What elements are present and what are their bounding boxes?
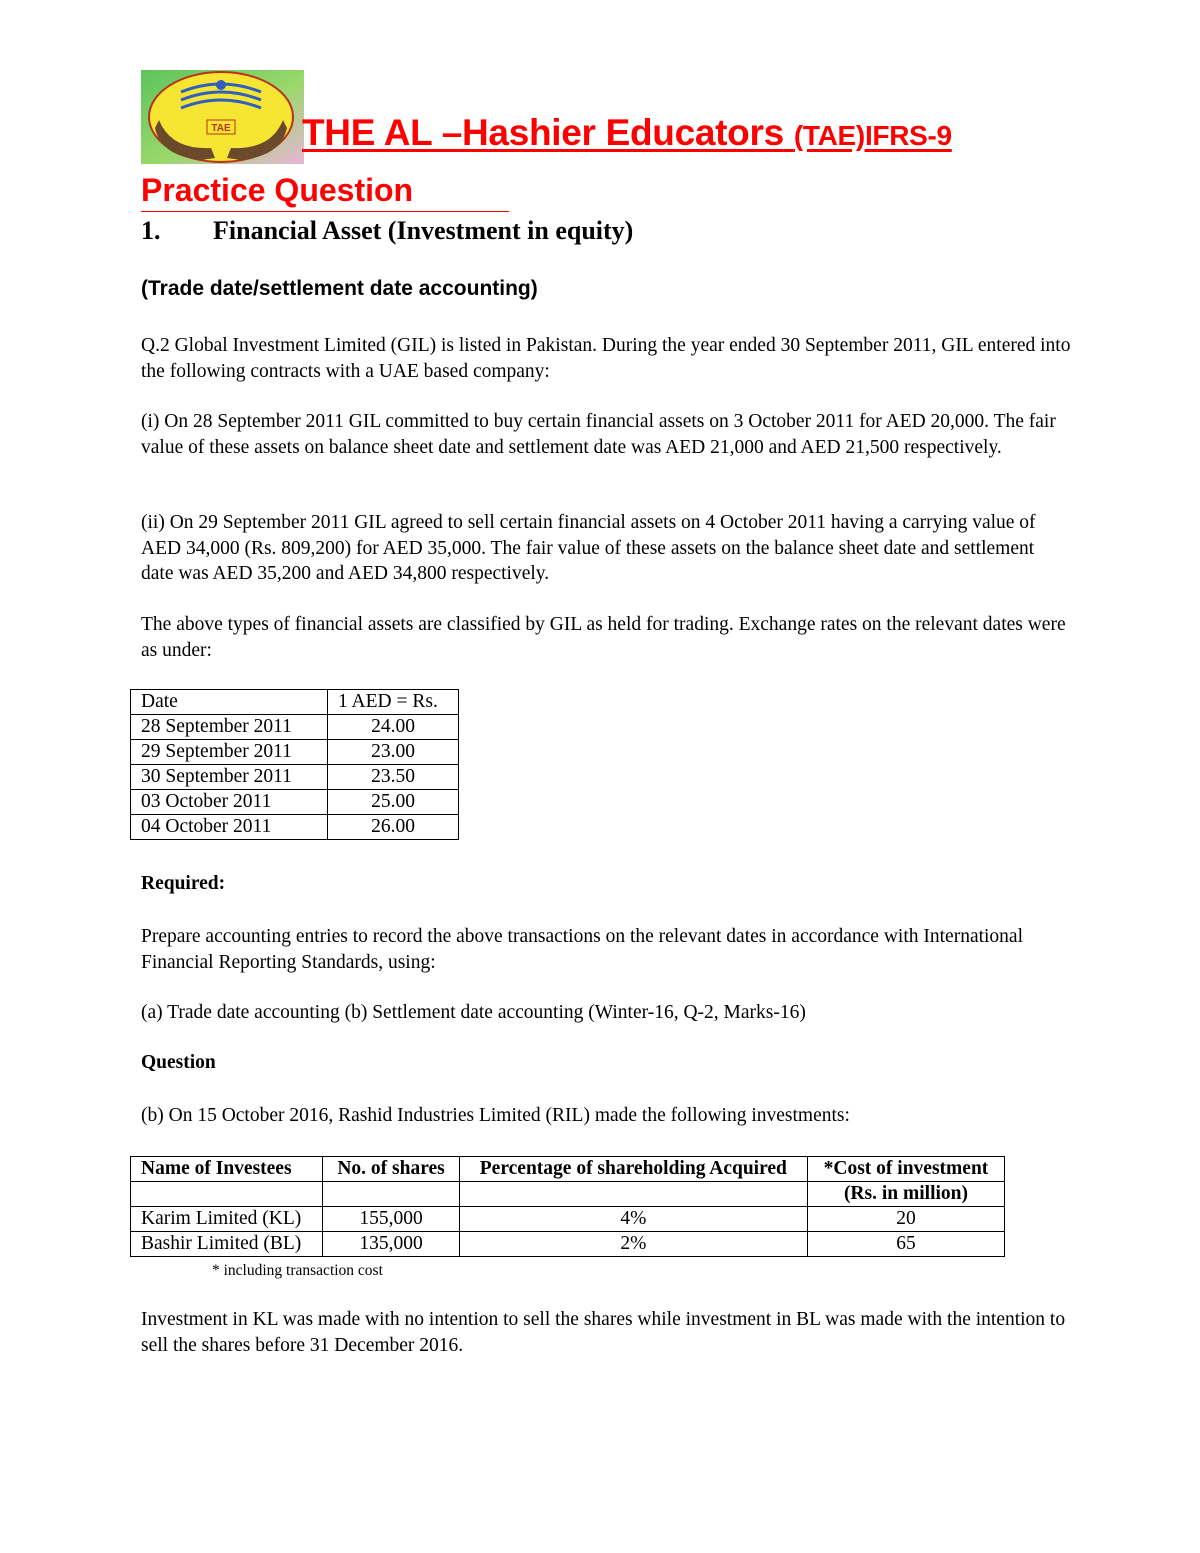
question-part-i: (i) On 28 September 2011 GIL committed to buy certain financial assets on 3 October 2011 for AED 20,000. The fair value of these assets on balance sheet date and settlement date was AED 21,000 and AED 21,500 respectively. [141,411,1056,458]
table-header-cell [131,1182,323,1207]
required-label: Required: [141,873,226,894]
exchange-rates-table [130,689,459,840]
table-header-cell: Name of Investees [131,1157,323,1182]
title-ifrs: IFRS-9 [864,120,952,151]
table-cell: 23.00 [328,740,459,765]
table-row [131,740,459,765]
logo-graphic [141,70,304,164]
table-cell: 25.00 [328,790,459,815]
table-row [131,790,459,815]
title-main: THE AL –Hashier Educators [302,112,784,153]
section-heading [141,216,633,246]
table-subheader-cell: (Rs. in million) [807,1182,1004,1207]
table-header-cell: *Cost of investment [807,1157,1004,1182]
question-b-intro: (b) On 15 October 2016, Rashid Industries Limited (RIL) made the following investments: [141,1105,850,1126]
table-cell: 24.00 [328,715,459,740]
table-cell: Karim Limited (KL) [131,1207,323,1232]
table-row [131,1232,1005,1257]
table-row [131,690,459,715]
table-cell: 26.00 [328,815,459,840]
table-cell: 65 [807,1232,1004,1257]
table-cell: 30 September 2011 [131,765,328,790]
table-cell: 4% [459,1207,807,1232]
table-cell: 135,000 [323,1232,459,1257]
question-b-label: Question [141,1052,216,1073]
section-number: 1. [141,216,161,245]
document-title [302,112,952,154]
table-row [131,1182,1005,1207]
question-intro: Q.2 Global Investment Limited (GIL) is listed in Pakistan. During the year ended 30 September 2011, GIL entered into the following contracts with a UAE based company: [141,335,1071,382]
table-cell: Bashir Limited (BL) [131,1232,323,1257]
table-row [131,715,459,740]
section-subheading: (Trade date/settlement date accounting) [141,277,538,300]
tae-logo [141,70,304,164]
table-footnote: * including transaction cost [212,1262,383,1279]
table-cell: 155,000 [323,1207,459,1232]
logo-text: TAE [211,123,231,134]
table-cell: 04 October 2011 [131,815,328,840]
table-header-cell: 1 AED = Rs. [328,690,459,715]
table-cell: 03 October 2011 [131,790,328,815]
classification-text: The above types of financial assets are classified by GIL as held for trading. Exchange rates on the relevant dates were as under: [141,614,1066,661]
page-subtitle: Practice Question [141,172,509,212]
table-header-cell: No. of shares [323,1157,459,1182]
required-text: Prepare accounting entries to record the above transactions on the relevant dates in accordance with International Financial Reporting Standards, using: [141,926,1024,973]
table-cell: 29 September 2011 [131,740,328,765]
required-parts: (a) Trade date accounting (b) Settlement date accounting (Winter-16, Q-2, Marks-16) [141,1002,806,1023]
investments-table [130,1156,1005,1257]
table-cell: 2% [459,1232,807,1257]
table-cell: 20 [807,1207,1004,1232]
table-row [131,765,459,790]
closing-text: Investment in KL was made with no intention to sell the shares while investment in BL was made with the intention to sell the shares before 31 December 2016. [141,1309,1066,1356]
table-row [131,1157,1005,1182]
table-row [131,815,459,840]
table-cell: 28 September 2011 [131,715,328,740]
table-cell: 23.50 [328,765,459,790]
title-tae: (TAE) [793,120,865,151]
table-header-cell [459,1182,807,1207]
table-header-cell: Date [131,690,328,715]
question-part-ii: (ii) On 29 September 2011 GIL agreed to sell certain financial assets on 4 October 2011 having a carrying value of AED 34,000 (Rs. 809,200) for AED 35,000. The fair value of these assets on the balance sheet date and settlement date was AED 35,200 and AED 34,800 respectively. [141,512,1036,584]
section-heading-text: Financial Asset (Investment in equity) [213,216,634,245]
table-header-cell [323,1182,459,1207]
table-header-cell: Percentage of shareholding Acquired [459,1157,807,1182]
table-row [131,1207,1005,1232]
